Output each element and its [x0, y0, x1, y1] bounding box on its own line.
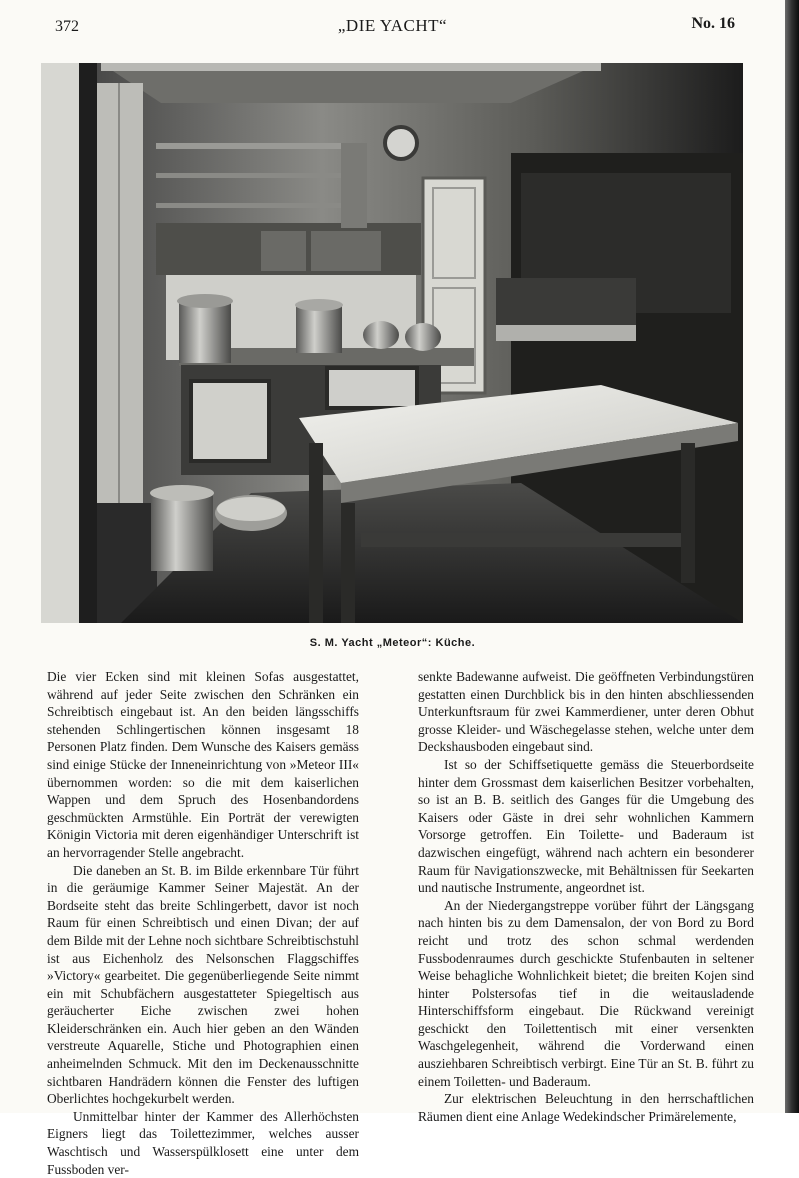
left-text-column [47, 668, 359, 1178]
galley-photograph [41, 63, 743, 623]
paragraph: senkte Badewanne aufweist. Die geöffneten Verbindungstüren gestatten einen Durchblick bis in den hinten abschliessenden Unterkunftsraum für zwei Kammerdiener, unter deren Obhut grosse Kleider- und Wäschegelasse stehen, welche unter dem Deckshausboden eingebaut sind. [418, 669, 754, 755]
paragraph: Die vier Ecken sind mit kleinen Sofas ausgestattet, während auf jeder Seite zwischen den Schränken ein Schreibtisch eingebaut ist. An den beiden längsschiffs stehenden Schlingertischen können insgesamt 18 Personen Platz finden. Dem Wunsche des Kaisers gemäss sind einige Stücke der Inneneinrichtung von »Meteor III« übernommen worden: so die mit dem kaiserlichen Wappen und dem Spruch des Hosenbandordens geschmückten Armstühle. Ein Porträt der verewigten Königin Victoria mit deren eigenhändiger Unterschrift ist an hervorragender Stelle angebracht. [47, 669, 359, 860]
paragraph: An der Niedergangstreppe vorüber führt der Längsgang nach hinten bis zu dem Damensalon, der von Bord zu Bord reicht und trotz des schon schmal werdenden Fussbodenraumes durch geschickte Stufenbauten in seltener Weise behagliche Wohnlichkeit bietet; die breiten Kojen sind hinter Polstersofas tief in die weitausladende Hinterschiffsform eingebaut. Die Rückwand vereinigt geschickt den Toilettentisch mit einer versenkten Waschgelegenheit, während die Vorderwand einen ausziehbaren Schreibtisch verbirgt. Eine Tür an St. B. führt zu einem Toiletten- und Baderaum. [418, 897, 754, 1089]
paragraph: Ist so der Schiffsetiquette gemäss die Steuerbordseite hinter dem Grossmast dem kaiserlichen Besitzer vorbehalten, so ist an B. B. seitlich des Ganges für die Umgebung des Kaisers oder Gäste in drei sehr wohnlichen Kammern Vorsorge getroffen. Ein Toilette- und Baderaum ist dazwischen eingefügt, während nach achtern ein besonderer Raum für Navigationszwecke, mit Behältnissen für Seekarten und nautische Instrumente, angeordnet ist. [418, 756, 754, 896]
paragraph: Die daneben an St. B. im Bilde erkennbare Tür führt in die geräumige Kammer Seiner Majestät. An der Bordseite steht das breite Schlingerbett, davor ist noch Raum für einen Schreibtisch und einen Divan; der auf dem Bilde mit der Lehne noch sichtbare Schreibtischstuhl ist aus Eichenholz des Nelsonschen Flaggschiffes »Victory« gearbeitet. Die gegenüberliegende Seite nimmt ein mit Schubfächern ausgestatteter Spiegeltisch aus geräucherter Eiche zwischen zwei hohen Kleiderschränken ein. Auch hier geben an den Wänden verstreute Aquarelle, Stiche und Photographien einen anheimelnden Schmuck. Mit den im Deckenausschnitte sichtbaren Handrädern können die Fenster des luftigen Oberlichtes hochgekurbelt werden. [47, 862, 359, 1107]
paragraph: Unmittelbar hinter der Kammer des Allerhöchsten Eigners liegt das Toilettezimmer, welches ausser Waschtisch und Wasserspülklosett eine unter dem Fussboden ver- [47, 1108, 359, 1177]
paragraph: Zur elektrischen Beleuchtung in den herrschaftlichen Räumen dient eine Anlage Wedekindscher Primärelemente, [418, 1091, 754, 1124]
page-header [0, 12, 785, 42]
page-edge-shadow [785, 0, 799, 1113]
photo-caption: S. M. Yacht „Meteor“: Küche. [309, 637, 476, 649]
page-number: 372 [55, 18, 79, 35]
running-title: „DIE YACHT“ [337, 16, 448, 35]
issue-number: No. 16 [691, 15, 735, 32]
right-text-column [418, 668, 754, 1125]
